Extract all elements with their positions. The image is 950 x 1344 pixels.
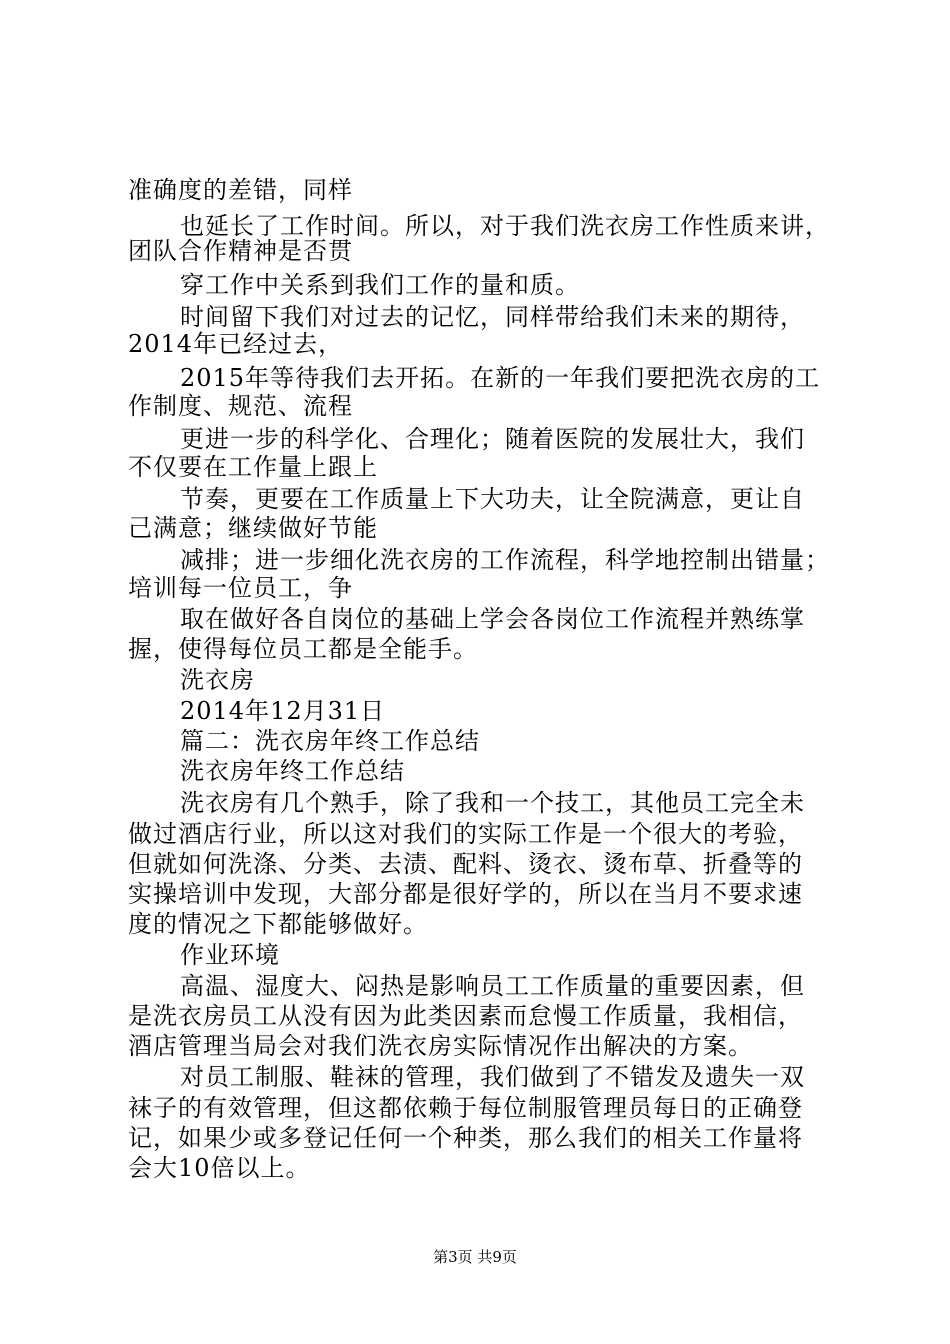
text-line: 高温、湿度大、闷热是影响员工工作质量的重要因素，但	[180, 972, 805, 1000]
text-line: 袜子的有效管理，但这都依赖于每位制服管理员每日的正确登	[128, 1094, 803, 1122]
text-line: 减排；进一步细化洗衣房的工作流程，科学地控制出错量；	[180, 546, 830, 574]
text-line: 对员工制服、鞋袜的管理，我们做到了不错发及遗失一双	[180, 1063, 805, 1091]
text-line: 2015年等待我们去开拓。在新的一年我们要把洗衣房的工	[180, 364, 821, 392]
text-line: 是洗衣房员工从没有因为此类因素而怠慢工作质量，我相信，	[128, 1002, 803, 1030]
text-line: 节奏，更要在工作质量上下大功夫，让全院满意，更让自	[180, 485, 805, 513]
text-line: 时间留下我们对过去的记忆，同样带给我们未来的期待，	[180, 303, 805, 331]
signature-date: 2014年12月31日	[180, 697, 386, 725]
text-line: 作制度、规范、流程	[128, 392, 353, 420]
text-line: 2014年已经过去，	[128, 330, 344, 358]
text-line: 也延长了工作时间。所以，对于我们洗衣房工作性质来讲，	[180, 212, 830, 240]
text-line: 度的情况之下都能够做好。	[128, 910, 428, 938]
text-line: 不仅要在工作量上跟上	[128, 453, 378, 481]
text-line: 取在做好各自岗位的基础上学会各岗位工作流程并熟练掌	[180, 605, 805, 633]
text-line: 团队合作精神是否贯	[128, 237, 353, 265]
text-line: 酒店管理当局会对我们洗衣房实际情况作出解决的方案。	[128, 1032, 753, 1060]
page-footer: 第3页 共9页	[433, 1248, 517, 1266]
text-line: 准确度的差错，同样	[128, 176, 353, 204]
text-line: 实操培训中发现，大部分都是很好学的，所以在当月不要求速	[128, 880, 803, 908]
text-line: 穿工作中关系到我们工作的量和质。	[180, 271, 580, 299]
text-line: 握，使得每位员工都是全能手。	[128, 635, 478, 663]
signature-department: 洗衣房	[180, 666, 255, 694]
text-line: 做过酒店行业，所以这对我们的实际工作是一个很大的考验，	[128, 820, 803, 848]
text-line: 但就如何洗涤、分类、去渍、配料、烫衣、烫布草、折叠等的	[128, 850, 803, 878]
section-title: 洗衣房年终工作总结	[180, 757, 405, 785]
text-line: 会大10倍以上。	[128, 1154, 311, 1182]
section-heading: 篇二：洗衣房年终工作总结	[180, 727, 480, 755]
text-line: 更进一步的科学化、合理化；随着医院的发展壮大，我们	[180, 425, 805, 453]
subsection-title: 作业环境	[180, 941, 280, 969]
text-line: 己满意；继续做好节能	[128, 514, 378, 542]
text-line: 培训每一位员工，争	[128, 574, 353, 602]
text-line: 记，如果少或多登记任何一个种类，那么我们的相关工作量将	[128, 1124, 803, 1152]
text-line: 洗衣房有几个熟手，除了我和一个技工，其他员工完全未	[180, 789, 805, 817]
